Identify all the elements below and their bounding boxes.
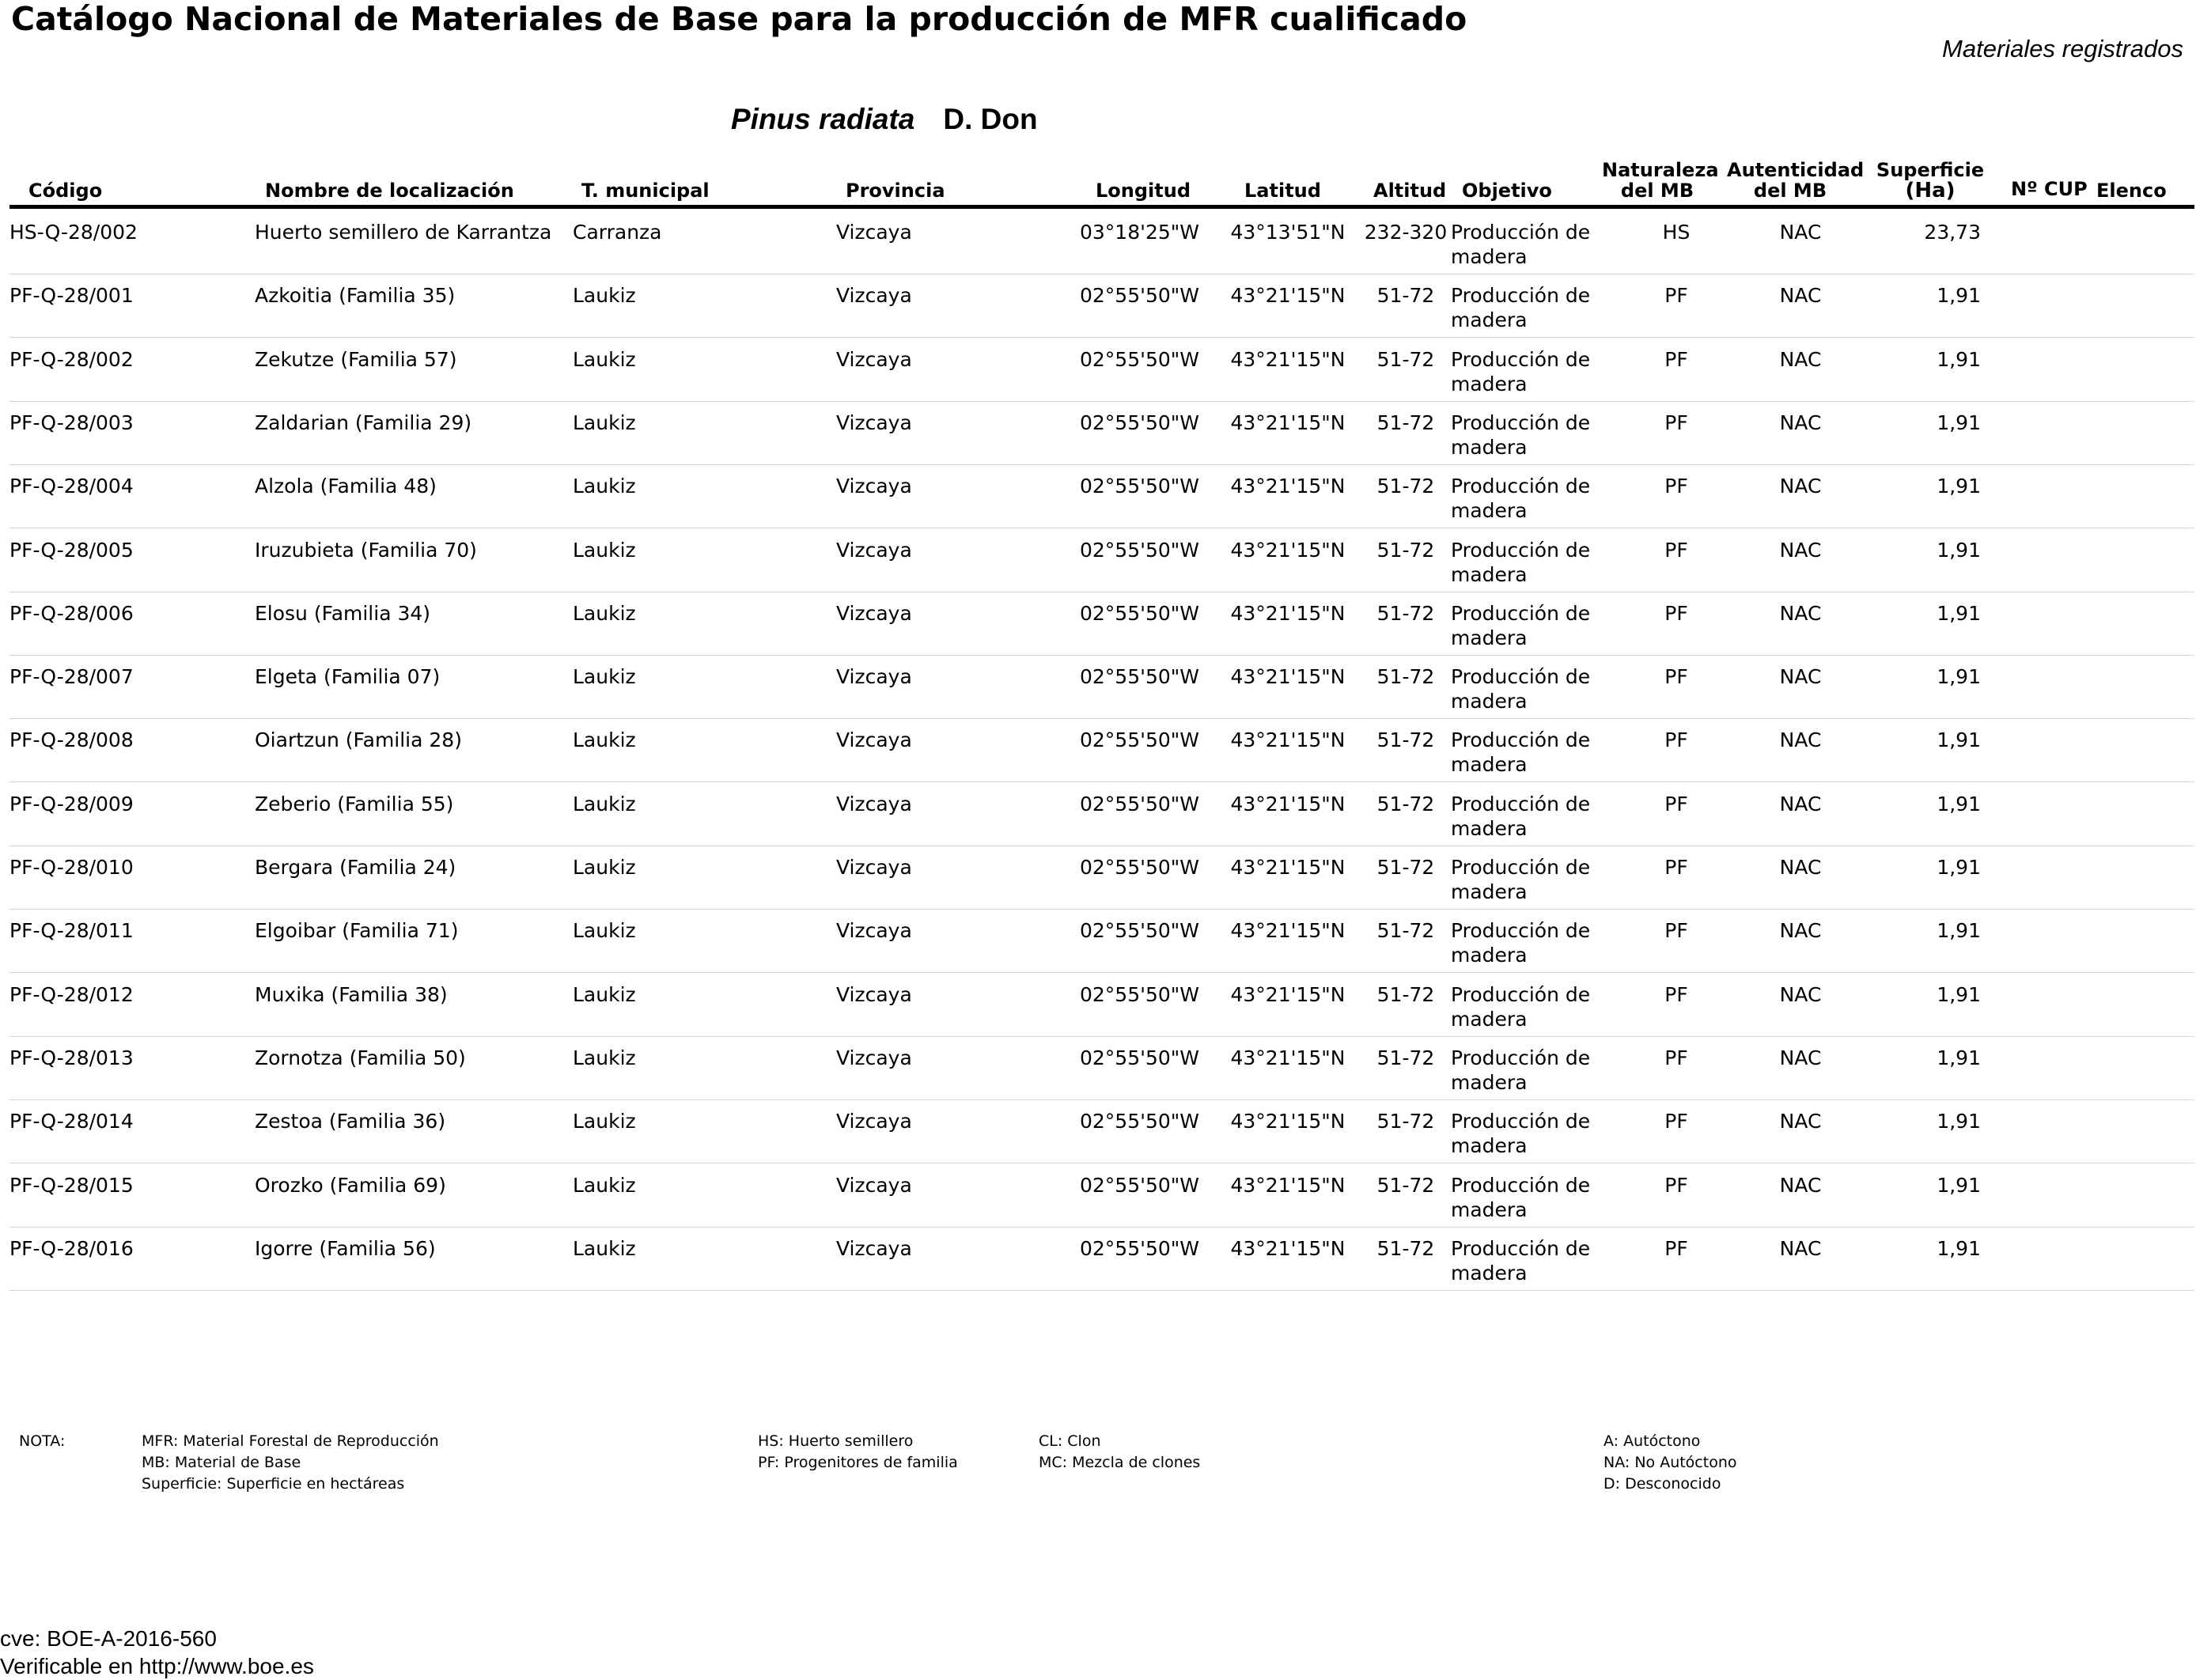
cell-latitud: 43°21'15"N	[1230, 348, 1346, 371]
header-naturaleza-line1: Naturaleza	[1602, 159, 1719, 181]
cell-naturaleza: PF	[1664, 1046, 1688, 1069]
cell-provincia: Vizcaya	[836, 1110, 912, 1133]
cell-autenticidad: NAC	[1779, 793, 1822, 815]
cell-altitud: 51-72	[1376, 1174, 1435, 1197]
header-cup: Nº CUP	[2011, 178, 2088, 200]
species-heading	[731, 103, 1038, 136]
cell-nombre: Zekutze (Familia 57)	[255, 348, 457, 371]
cell-objetivo: Producción de madera	[1451, 856, 1591, 903]
cell-autenticidad: NAC	[1779, 983, 1822, 1006]
header-codigo: Código	[28, 180, 103, 202]
cell-altitud: 51-72	[1376, 728, 1435, 751]
cell-autenticidad: NAC	[1779, 1046, 1822, 1069]
note-item: HS: Huerto semillero	[758, 1432, 914, 1450]
cell-autenticidad: NAC	[1779, 348, 1822, 371]
cell-provincia: Vizcaya	[836, 348, 912, 371]
cell-longitud: 02°55'50"W	[1080, 1046, 1200, 1069]
cell-altitud: 232-320	[1364, 221, 1448, 244]
cell-autenticidad: NAC	[1779, 1110, 1822, 1133]
cell-latitud: 43°21'15"N	[1230, 1110, 1346, 1133]
header-autenticidad-line2: del MB	[1753, 180, 1827, 202]
cell-codigo: HS-Q-28/002	[9, 221, 138, 244]
cell-autenticidad: NAC	[1779, 411, 1822, 434]
cell-codigo: PF-Q-28/001	[9, 284, 134, 307]
cell-autenticidad: NAC	[1779, 1237, 1822, 1260]
cell-naturaleza: PF	[1664, 1110, 1688, 1133]
cell-autenticidad: NAC	[1779, 919, 1822, 942]
cell-objetivo: Producción de madera	[1451, 1110, 1591, 1157]
cell-superficie: 1,91	[1937, 1237, 1981, 1260]
cell-altitud: 51-72	[1376, 284, 1435, 307]
cell-longitud: 02°55'50"W	[1080, 919, 1200, 942]
cell-codigo: PF-Q-28/014	[9, 1110, 134, 1133]
cell-altitud: 51-72	[1376, 919, 1435, 942]
cell-codigo: PF-Q-28/006	[9, 602, 134, 625]
cell-provincia: Vizcaya	[836, 665, 912, 688]
cell-municipal: Laukiz	[573, 793, 636, 815]
cell-superficie: 1,91	[1937, 665, 1981, 688]
cell-nombre: Zestoa (Familia 36)	[255, 1110, 446, 1133]
cell-provincia: Vizcaya	[836, 728, 912, 751]
cell-objetivo: Producción de madera	[1451, 919, 1591, 967]
cell-superficie: 1,91	[1937, 728, 1981, 751]
cell-longitud: 02°55'50"W	[1080, 856, 1200, 879]
cell-latitud: 43°21'15"N	[1230, 284, 1346, 307]
table-row	[9, 338, 2194, 402]
cell-altitud: 51-72	[1376, 983, 1435, 1006]
cell-latitud: 43°21'15"N	[1230, 539, 1346, 562]
cell-naturaleza: PF	[1664, 728, 1688, 751]
table-row	[9, 718, 2194, 782]
cell-naturaleza: PF	[1664, 411, 1688, 434]
cell-altitud: 51-72	[1376, 1046, 1435, 1069]
cell-objetivo: Producción de madera	[1451, 284, 1591, 331]
page-subtitle: Materiales registrados	[1942, 35, 2183, 62]
cell-provincia: Vizcaya	[836, 919, 912, 942]
cell-objetivo: Producción de madera	[1451, 348, 1591, 395]
cell-autenticidad: NAC	[1779, 221, 1822, 244]
note-item: MFR: Material Forestal de Reproducción	[142, 1432, 439, 1450]
cell-superficie: 23,73	[1924, 221, 1981, 244]
cell-longitud: 02°55'50"W	[1080, 602, 1200, 625]
cell-naturaleza: PF	[1664, 602, 1688, 625]
cell-municipal: Laukiz	[573, 856, 636, 879]
cell-nombre: Orozko (Familia 69)	[255, 1174, 446, 1197]
cell-naturaleza: PF	[1664, 1237, 1688, 1260]
cell-objetivo: Producción de madera	[1451, 475, 1591, 522]
cell-municipal: Laukiz	[573, 348, 636, 371]
table-row	[9, 210, 2194, 274]
cell-provincia: Vizcaya	[836, 983, 912, 1006]
cell-longitud: 02°55'50"W	[1080, 1174, 1200, 1197]
header-superficie-line2: (Ha)	[1905, 179, 1956, 202]
cell-longitud: 03°18'25"W	[1080, 221, 1200, 244]
cell-nombre: Elgeta (Familia 07)	[255, 665, 441, 688]
header-naturaleza-line2: del MB	[1620, 180, 1694, 202]
cell-naturaleza: PF	[1664, 1174, 1688, 1197]
cell-nombre: Alzola (Familia 48)	[255, 475, 437, 498]
cell-codigo: PF-Q-28/009	[9, 793, 134, 815]
cell-altitud: 51-72	[1376, 856, 1435, 879]
header-longitud: Longitud	[1096, 180, 1191, 202]
cell-latitud: 43°21'15"N	[1230, 602, 1346, 625]
cell-provincia: Vizcaya	[836, 539, 912, 562]
cell-longitud: 02°55'50"W	[1080, 1237, 1200, 1260]
cell-nombre: Muxika (Familia 38)	[255, 983, 448, 1006]
header-provincia: Provincia	[846, 180, 945, 202]
cell-altitud: 51-72	[1376, 539, 1435, 562]
cell-municipal: Laukiz	[573, 728, 636, 751]
cell-autenticidad: NAC	[1779, 1174, 1822, 1197]
table-row	[9, 846, 2194, 910]
cell-longitud: 02°55'50"W	[1080, 983, 1200, 1006]
header-objetivo: Objetivo	[1462, 180, 1552, 202]
cell-objetivo: Producción de madera	[1451, 665, 1591, 713]
note-item: NA: No Autóctono	[1603, 1454, 1737, 1471]
cell-naturaleza: PF	[1664, 793, 1688, 815]
species-author: D. Don	[943, 103, 1038, 135]
cell-codigo: PF-Q-28/011	[9, 919, 134, 942]
cell-longitud: 02°55'50"W	[1080, 1110, 1200, 1133]
cell-latitud: 43°21'15"N	[1230, 411, 1346, 434]
header-rule	[9, 205, 2194, 209]
cell-objetivo: Producción de madera	[1451, 602, 1591, 649]
cell-naturaleza: PF	[1664, 856, 1688, 879]
cell-objetivo: Producción de madera	[1451, 221, 1591, 268]
cell-naturaleza: PF	[1664, 983, 1688, 1006]
cell-nombre: Elgoibar (Familia 71)	[255, 919, 459, 942]
header-nombre: Nombre de localización	[265, 180, 514, 202]
cell-altitud: 51-72	[1376, 602, 1435, 625]
header-autenticidad-line1: Autenticidad	[1727, 159, 1865, 181]
cell-altitud: 51-72	[1376, 348, 1435, 371]
cell-longitud: 02°55'50"W	[1080, 475, 1200, 498]
note-column-3	[1039, 1431, 1200, 1474]
cell-latitud: 43°13'51"N	[1230, 221, 1346, 244]
note-label: NOTA:	[19, 1432, 66, 1450]
cell-naturaleza: PF	[1664, 348, 1688, 371]
cell-objetivo: Producción de madera	[1451, 728, 1591, 776]
cell-superficie: 1,91	[1937, 348, 1981, 371]
cell-longitud: 02°55'50"W	[1080, 284, 1200, 307]
cell-codigo: PF-Q-28/010	[9, 856, 134, 879]
cell-provincia: Vizcaya	[836, 856, 912, 879]
cell-longitud: 02°55'50"W	[1080, 348, 1200, 371]
header-elenco: Elenco	[2096, 180, 2167, 202]
table-row	[9, 909, 2194, 973]
cell-nombre: Huerto semillero de Karrantza	[255, 221, 552, 244]
cell-superficie: 1,91	[1937, 602, 1981, 625]
cell-codigo: PF-Q-28/016	[9, 1237, 134, 1260]
footer-verify-link[interactable]: Verificable en http://www.boe.es	[0, 1654, 314, 1678]
cell-latitud: 43°21'15"N	[1230, 1174, 1346, 1197]
cell-municipal: Carranza	[573, 221, 662, 244]
note-column-4	[1603, 1431, 1737, 1495]
note-item: PF: Progenitores de familia	[758, 1454, 958, 1471]
cell-longitud: 02°55'50"W	[1080, 411, 1200, 434]
cell-superficie: 1,91	[1937, 539, 1981, 562]
cell-longitud: 02°55'50"W	[1080, 665, 1200, 688]
note-item: D: Desconocido	[1603, 1475, 1721, 1493]
cell-municipal: Laukiz	[573, 1046, 636, 1069]
cell-autenticidad: NAC	[1779, 665, 1822, 688]
cell-altitud: 51-72	[1376, 665, 1435, 688]
table-row	[9, 401, 2194, 465]
header-municipal: T. municipal	[581, 180, 710, 202]
cell-provincia: Vizcaya	[836, 475, 912, 498]
note-item: MC: Mezcla de clones	[1039, 1454, 1201, 1471]
cell-superficie: 1,91	[1937, 1110, 1981, 1133]
note-column-2	[758, 1431, 958, 1474]
note-item: Superficie: Superficie en hectáreas	[142, 1475, 405, 1493]
cell-codigo: PF-Q-28/003	[9, 411, 134, 434]
cell-autenticidad: NAC	[1779, 539, 1822, 562]
cell-provincia: Vizcaya	[836, 1046, 912, 1069]
cell-latitud: 43°21'15"N	[1230, 1046, 1346, 1069]
cell-municipal: Laukiz	[573, 919, 636, 942]
cell-naturaleza: PF	[1664, 665, 1688, 688]
cell-altitud: 51-72	[1376, 411, 1435, 434]
cell-naturaleza: PF	[1664, 284, 1688, 307]
cell-superficie: 1,91	[1937, 1174, 1981, 1197]
cell-provincia: Vizcaya	[836, 602, 912, 625]
species-name: Pinus radiata	[731, 103, 915, 135]
cell-naturaleza: PF	[1664, 475, 1688, 498]
cell-provincia: Vizcaya	[836, 221, 912, 244]
cell-altitud: 51-72	[1376, 1237, 1435, 1260]
note-item: MB: Material de Base	[142, 1454, 301, 1471]
table-row	[9, 973, 2194, 1037]
cell-objetivo: Producción de madera	[1451, 539, 1591, 586]
cell-objetivo: Producción de madera	[1451, 793, 1591, 840]
table-row	[9, 1099, 2194, 1164]
cell-latitud: 43°21'15"N	[1230, 856, 1346, 879]
cell-altitud: 51-72	[1376, 1110, 1435, 1133]
footer-cve: cve: BOE-A-2016-560	[0, 1626, 217, 1651]
table-row	[9, 528, 2194, 592]
cell-superficie: 1,91	[1937, 919, 1981, 942]
table-row	[9, 592, 2194, 656]
note-item: A: Autóctono	[1603, 1432, 1701, 1450]
header-naturaleza	[1602, 159, 1719, 202]
cell-provincia: Vizcaya	[836, 1174, 912, 1197]
cell-latitud: 43°21'15"N	[1230, 728, 1346, 751]
cell-objetivo: Producción de madera	[1451, 983, 1591, 1031]
cell-superficie: 1,91	[1937, 475, 1981, 498]
cell-naturaleza: HS	[1662, 221, 1691, 244]
cell-superficie: 1,91	[1937, 983, 1981, 1006]
cell-municipal: Laukiz	[573, 1110, 636, 1133]
cell-latitud: 43°21'15"N	[1230, 983, 1346, 1006]
cell-altitud: 51-72	[1376, 475, 1435, 498]
cell-municipal: Laukiz	[573, 284, 636, 307]
table-row	[9, 1227, 2194, 1291]
cell-longitud: 02°55'50"W	[1080, 728, 1200, 751]
cell-municipal: Laukiz	[573, 1174, 636, 1197]
cell-superficie: 1,91	[1937, 1046, 1981, 1069]
cell-nombre: Iruzubieta (Familia 70)	[255, 539, 477, 562]
cell-municipal: Laukiz	[573, 602, 636, 625]
cell-provincia: Vizcaya	[836, 411, 912, 434]
cell-codigo: PF-Q-28/008	[9, 728, 134, 751]
table-row	[9, 274, 2194, 338]
header-superficie	[1871, 160, 1990, 201]
cell-latitud: 43°21'15"N	[1230, 665, 1346, 688]
cell-nombre: Zornotza (Familia 50)	[255, 1046, 466, 1069]
cell-codigo: PF-Q-28/013	[9, 1046, 134, 1069]
cell-longitud: 02°55'50"W	[1080, 793, 1200, 815]
cell-municipal: Laukiz	[573, 475, 636, 498]
cell-codigo: PF-Q-28/005	[9, 539, 134, 562]
cell-codigo: PF-Q-28/015	[9, 1174, 134, 1197]
cell-objetivo: Producción de madera	[1451, 1174, 1591, 1221]
cell-latitud: 43°21'15"N	[1230, 793, 1346, 815]
cell-municipal: Laukiz	[573, 411, 636, 434]
cell-autenticidad: NAC	[1779, 475, 1822, 498]
cell-naturaleza: PF	[1664, 539, 1688, 562]
cell-objetivo: Producción de madera	[1451, 1046, 1591, 1094]
cell-longitud: 02°55'50"W	[1080, 539, 1200, 562]
cell-latitud: 43°21'15"N	[1230, 919, 1346, 942]
cell-autenticidad: NAC	[1779, 856, 1822, 879]
cell-codigo: PF-Q-28/007	[9, 665, 134, 688]
cell-latitud: 43°21'15"N	[1230, 1237, 1346, 1260]
cell-nombre: Zaldarian (Familia 29)	[255, 411, 472, 434]
cell-nombre: Oiartzun (Familia 28)	[255, 728, 462, 751]
cell-nombre: Igorre (Familia 56)	[255, 1237, 436, 1260]
cell-objetivo: Producción de madera	[1451, 1237, 1591, 1285]
header-superficie-line1: Superficie	[1876, 159, 1985, 181]
cell-municipal: Laukiz	[573, 539, 636, 562]
cell-autenticidad: NAC	[1779, 728, 1822, 751]
cell-codigo: PF-Q-28/004	[9, 475, 134, 498]
table-row	[9, 1164, 2194, 1228]
cell-municipal: Laukiz	[573, 665, 636, 688]
cell-superficie: 1,91	[1937, 411, 1981, 434]
cell-municipal: Laukiz	[573, 983, 636, 1006]
cell-objetivo: Producción de madera	[1451, 411, 1591, 459]
cell-nombre: Zeberio (Familia 55)	[255, 793, 454, 815]
cell-autenticidad: NAC	[1779, 602, 1822, 625]
cell-codigo: PF-Q-28/002	[9, 348, 134, 371]
cell-provincia: Vizcaya	[836, 1237, 912, 1260]
cell-nombre: Azkoitia (Familia 35)	[255, 284, 456, 307]
cell-altitud: 51-72	[1376, 793, 1435, 815]
cell-latitud: 43°21'15"N	[1230, 475, 1346, 498]
table-row	[9, 464, 2194, 528]
table-row	[9, 1036, 2194, 1100]
cell-naturaleza: PF	[1664, 919, 1688, 942]
cell-superficie: 1,91	[1937, 284, 1981, 307]
note-column-1	[142, 1431, 439, 1495]
cell-superficie: 1,91	[1937, 856, 1981, 879]
cell-provincia: Vizcaya	[836, 793, 912, 815]
header-autenticidad	[1727, 159, 1865, 202]
cell-codigo: PF-Q-28/012	[9, 983, 134, 1006]
table-row	[9, 655, 2194, 719]
cell-municipal: Laukiz	[573, 1237, 636, 1260]
cell-nombre: Elosu (Familia 34)	[255, 602, 431, 625]
cell-superficie: 1,91	[1937, 793, 1981, 815]
header-latitud: Latitud	[1244, 180, 1321, 202]
header-altitud: Altitud	[1373, 180, 1447, 202]
cell-provincia: Vizcaya	[836, 284, 912, 307]
page-title: Catálogo Nacional de Materiales de Base para la producción de MFR cualificado	[11, 0, 1467, 38]
cell-autenticidad: NAC	[1779, 284, 1822, 307]
table-row	[9, 782, 2194, 846]
note-item: CL: Clon	[1039, 1432, 1101, 1450]
cell-nombre: Bergara (Familia 24)	[255, 856, 456, 879]
